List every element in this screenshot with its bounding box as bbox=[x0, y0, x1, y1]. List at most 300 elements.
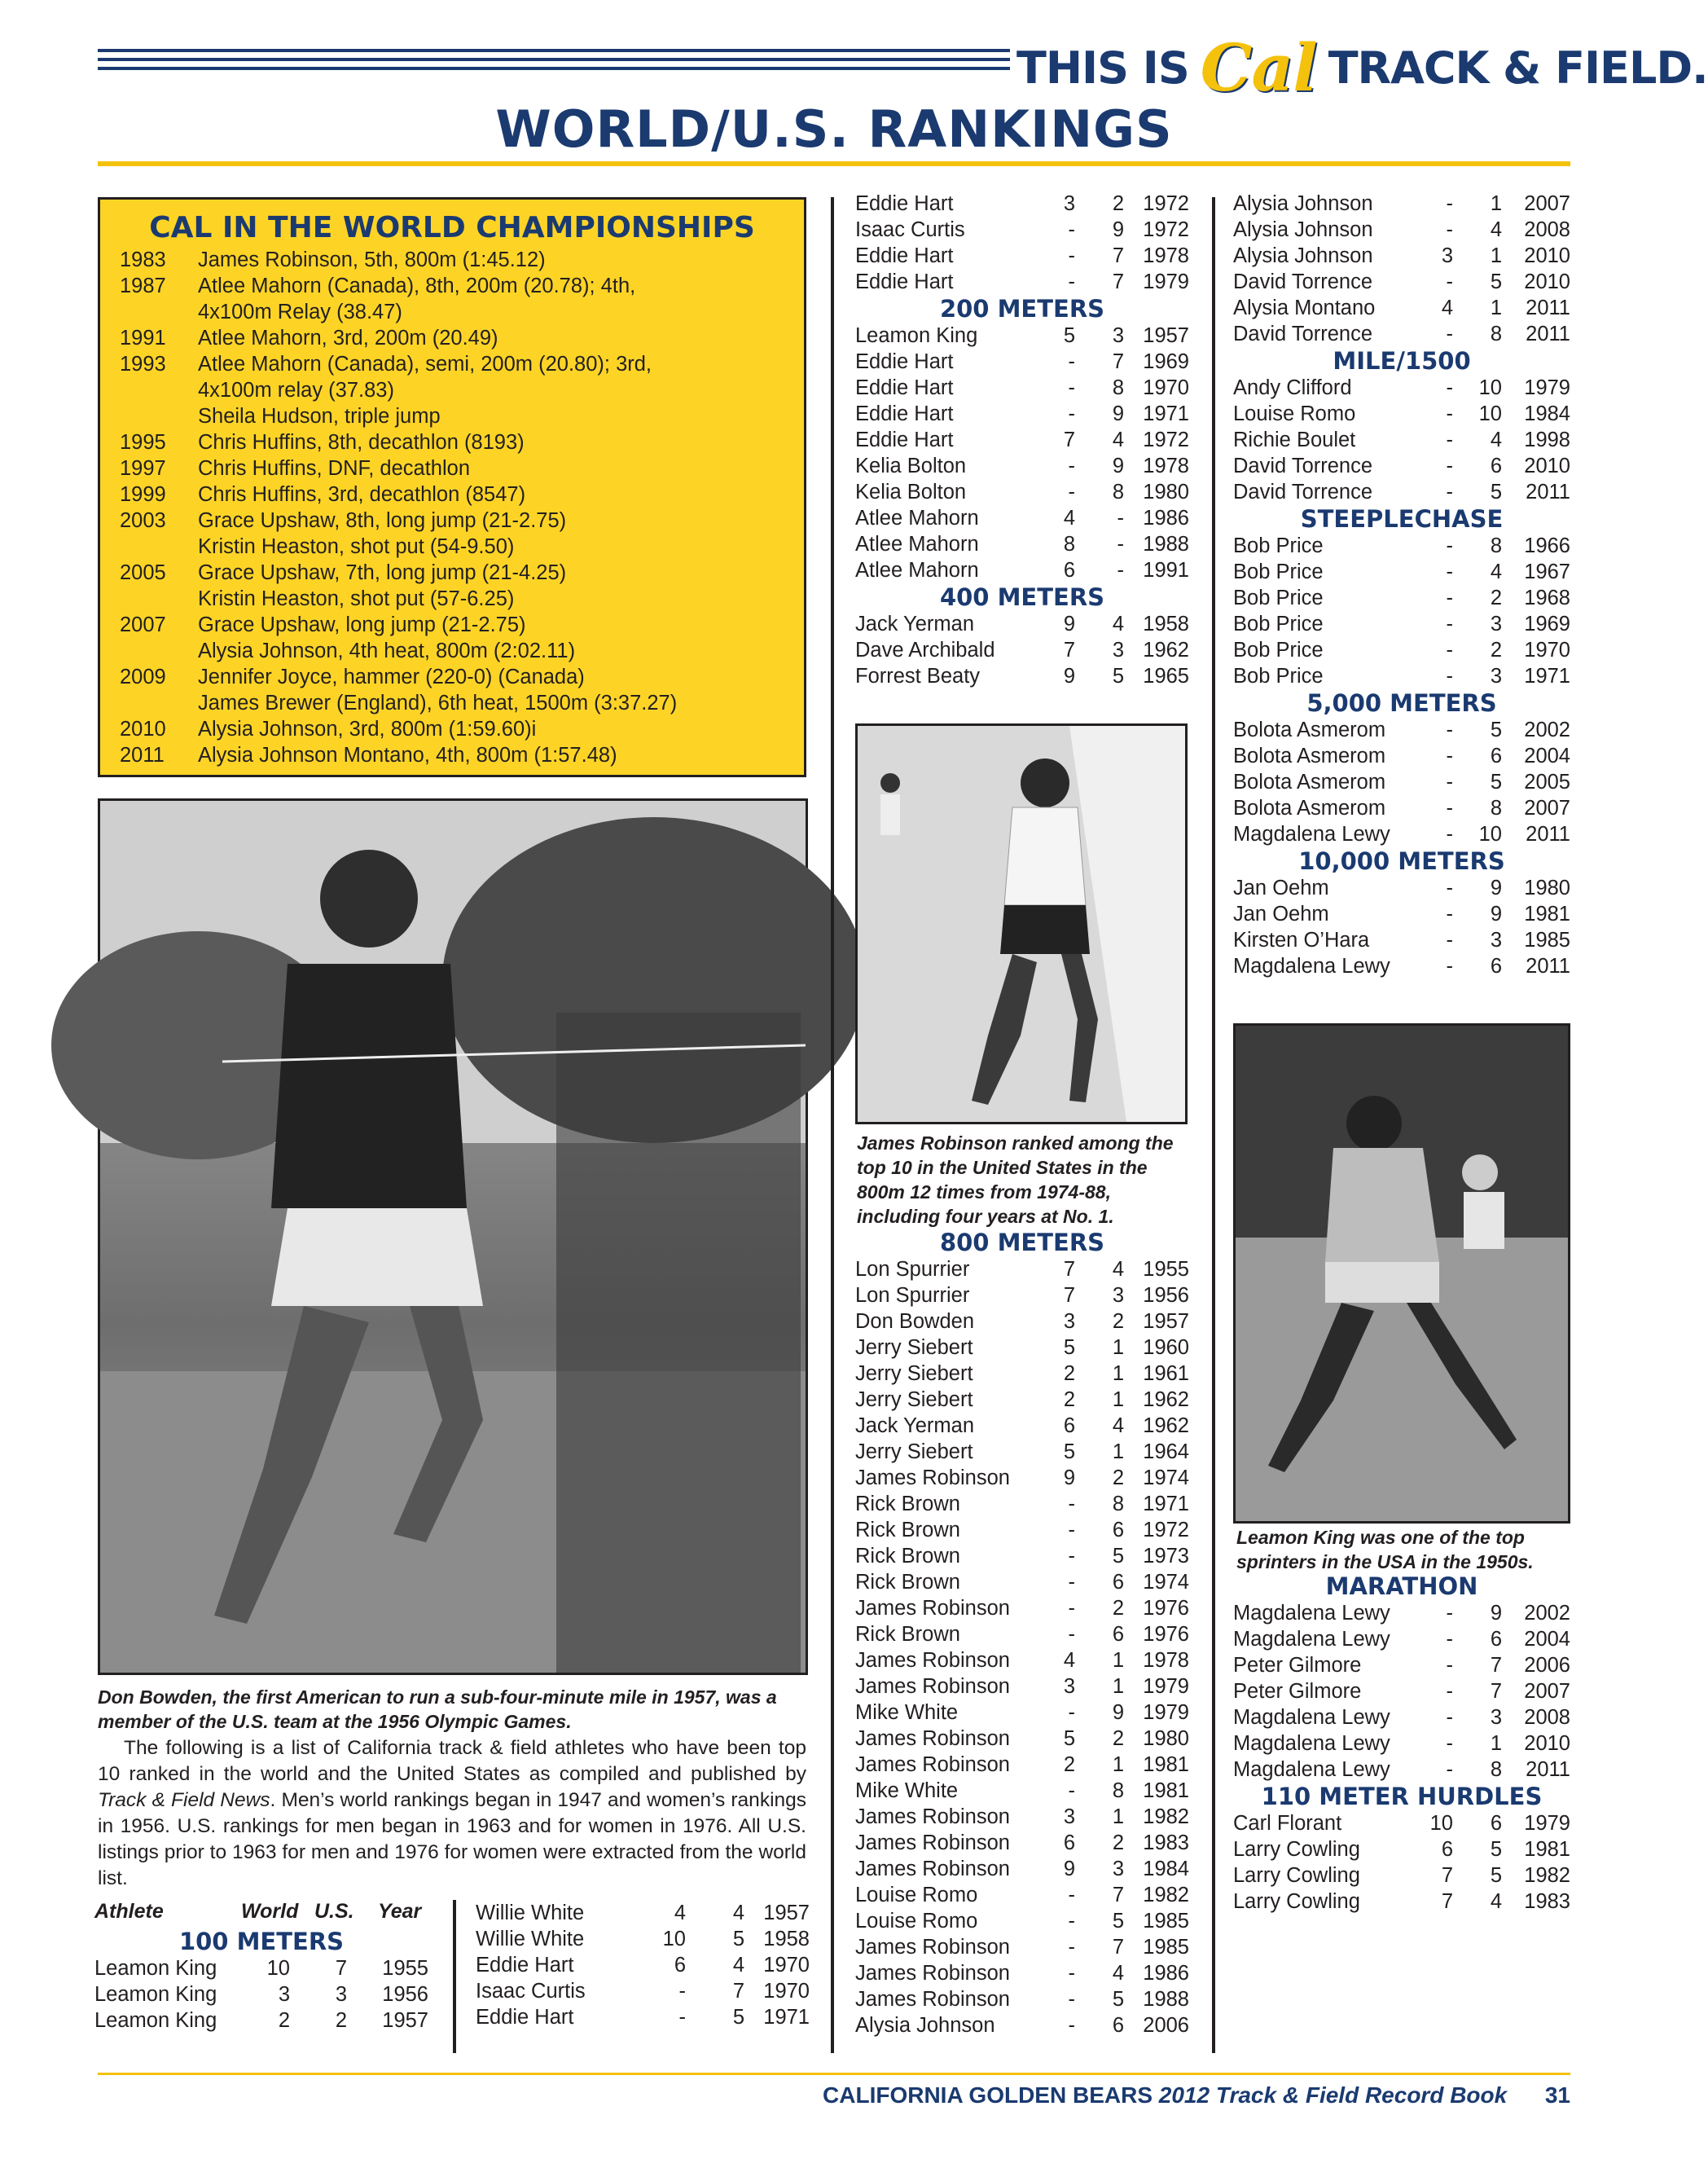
ranking-world: 2 bbox=[1063, 1362, 1075, 1385]
ranking-athlete: Leamon King bbox=[94, 2009, 217, 2032]
ranking-world: - bbox=[1446, 561, 1453, 583]
ranking-world: - bbox=[1446, 877, 1453, 899]
ranking-year: 1981 bbox=[1524, 903, 1570, 926]
ranking-us: 7 bbox=[1490, 1680, 1502, 1703]
ranking-athlete: Jerry Siebert bbox=[855, 1440, 973, 1463]
ranking-year: 1979 bbox=[1143, 1701, 1189, 1724]
ranking-us: 5 bbox=[1490, 1838, 1502, 1861]
ranking-athlete: Rick Brown bbox=[855, 1571, 960, 1594]
ranking-row bbox=[855, 217, 1189, 243]
ranking-athlete: Bob Price bbox=[1233, 613, 1324, 635]
ranking-world: - bbox=[1446, 429, 1453, 451]
championship-line bbox=[120, 403, 677, 429]
ranking-world: 2 bbox=[1063, 1388, 1075, 1411]
ranking-row bbox=[1233, 427, 1570, 453]
ranking-us: 5 bbox=[1112, 665, 1124, 688]
ranking-row bbox=[1233, 953, 1570, 979]
championship-year: 2009 bbox=[120, 666, 166, 688]
ranking-row bbox=[1233, 1626, 1570, 1652]
ranking-us: 3 bbox=[1112, 1284, 1124, 1307]
ranking-athlete: Alysia Montano bbox=[1233, 297, 1376, 319]
intro-after: . Men’s world rankings began in 1947 and women’s rankings in 1956. U.S. rankings for men began in 1963 and for women in 1976. All U.S. listings prior to 1963 for men and 1976 for women were extracted from the world list. bbox=[98, 1789, 807, 1889]
ranking-year: 1988 bbox=[1143, 1988, 1189, 2011]
ranking-row bbox=[855, 1778, 1189, 1804]
ranking-world: 3 bbox=[1063, 192, 1075, 215]
ranking-world: - bbox=[1068, 455, 1075, 477]
ranking-row bbox=[855, 323, 1189, 349]
ranking-us: 5 bbox=[1490, 719, 1502, 741]
ranking-us: 5 bbox=[1112, 1545, 1124, 1568]
ranking-year: 1979 bbox=[1524, 376, 1570, 399]
ranking-us: 1 bbox=[1490, 297, 1502, 319]
ranking-year: 2010 bbox=[1524, 455, 1570, 477]
ranking-athlete: Atlee Mahorn bbox=[855, 507, 979, 530]
ranking-row bbox=[855, 1569, 1189, 1595]
ranking-row bbox=[855, 1934, 1189, 1960]
ranking-world: - bbox=[1446, 270, 1453, 293]
ranking-us: 4 bbox=[1490, 1890, 1502, 1913]
runner-illustration bbox=[858, 726, 1185, 1122]
ranking-row bbox=[855, 1491, 1189, 1517]
footer-book: 2012 Track & Field Record Book bbox=[1158, 2082, 1508, 2108]
ranking-athlete: Forrest Beaty bbox=[855, 665, 981, 688]
ranking-world: - bbox=[1446, 771, 1453, 794]
world-championships-box bbox=[98, 197, 806, 777]
ranking-us: 5 bbox=[1112, 1910, 1124, 1933]
ranking-row bbox=[855, 505, 1189, 531]
ranking-year: 1970 bbox=[1524, 639, 1570, 662]
ranking-athlete: Larry Cowling bbox=[1233, 1890, 1360, 1913]
ranking-us: 4 bbox=[732, 1902, 744, 1924]
ranking-us: 8 bbox=[1112, 376, 1124, 399]
championship-line bbox=[120, 716, 677, 742]
ranking-world: - bbox=[1446, 192, 1453, 215]
ranking-row bbox=[855, 1308, 1189, 1335]
ranking-world: 9 bbox=[1063, 1466, 1075, 1489]
ranking-world: 5 bbox=[1063, 1440, 1075, 1463]
ranking-us: 10 bbox=[1478, 823, 1502, 846]
championship-year bbox=[120, 690, 198, 716]
ranking-row bbox=[855, 637, 1189, 663]
ranking-row bbox=[855, 1465, 1189, 1491]
ranking-row bbox=[855, 1595, 1189, 1621]
ranking-year: 1981 bbox=[1524, 1838, 1570, 1861]
cal-logo: Cal bbox=[1200, 29, 1317, 106]
ranking-year: 2008 bbox=[1524, 1706, 1570, 1729]
ranking-world: - bbox=[1068, 1571, 1075, 1594]
ranking-us: 1 bbox=[1112, 1336, 1124, 1359]
ranking-year: 1962 bbox=[1143, 639, 1189, 662]
ranking-us: 4 bbox=[1490, 561, 1502, 583]
ranking-row bbox=[1233, 1730, 1570, 1757]
ranking-us: 4 bbox=[1112, 429, 1124, 451]
ranking-year: 1985 bbox=[1524, 929, 1570, 952]
ranking-us: - bbox=[1117, 533, 1124, 556]
championship-text: Grace Upshaw, 8th, long jump (21-2.75) bbox=[198, 509, 567, 532]
ranking-athlete: Jerry Siebert bbox=[855, 1336, 973, 1359]
ranking-year: 1980 bbox=[1524, 877, 1570, 899]
ranking-world: 10 bbox=[1429, 1812, 1453, 1835]
championship-line bbox=[120, 299, 677, 325]
ranking-world: - bbox=[1446, 1732, 1453, 1755]
ranking-year: 2006 bbox=[1143, 2014, 1189, 2037]
ranking-us: 8 bbox=[1490, 1758, 1502, 1781]
ranking-us: 9 bbox=[1490, 1602, 1502, 1625]
ranking-year: 2011 bbox=[1526, 481, 1570, 503]
championship-line bbox=[120, 247, 677, 273]
ranking-world: - bbox=[1446, 402, 1453, 425]
ranking-world: - bbox=[1446, 587, 1453, 609]
ranking-us: 4 bbox=[1490, 218, 1502, 241]
ranking-us: 9 bbox=[1490, 877, 1502, 899]
ranking-us: 7 bbox=[1112, 1936, 1124, 1959]
ranking-year: 1962 bbox=[1143, 1414, 1189, 1437]
ranking-world: 10 bbox=[266, 1957, 290, 1980]
ranking-world: 3 bbox=[1063, 1675, 1075, 1698]
ranking-athlete: David Torrence bbox=[1233, 270, 1373, 293]
ranking-year: 1971 bbox=[1524, 665, 1570, 688]
ranking-year: 1974 bbox=[1143, 1466, 1189, 1489]
ranking-us: 4 bbox=[1490, 429, 1502, 451]
ranking-world: 9 bbox=[1063, 665, 1075, 688]
ranking-athlete: Willie White bbox=[476, 1928, 585, 1950]
footer-rule bbox=[98, 2073, 1570, 2075]
ranking-us: 3 bbox=[1490, 613, 1502, 635]
ranking-year: 2002 bbox=[1524, 719, 1570, 741]
ranking-athlete: Magdalena Lewy bbox=[1233, 1628, 1390, 1651]
ranking-year: 2010 bbox=[1524, 270, 1570, 293]
ranking-year: 1972 bbox=[1143, 218, 1189, 241]
ranking-us: 5 bbox=[732, 2006, 744, 2029]
ranking-year: 2007 bbox=[1524, 797, 1570, 820]
championship-line bbox=[120, 690, 677, 716]
ranking-year: 1980 bbox=[1143, 481, 1189, 503]
ranking-year: 1970 bbox=[763, 1980, 810, 2003]
ranking-athlete: Louise Romo bbox=[855, 1884, 978, 1906]
championship-line bbox=[120, 586, 677, 612]
ranking-us: 2 bbox=[1490, 639, 1502, 662]
ranking-athlete: Andy Clifford bbox=[1233, 376, 1352, 399]
championship-line bbox=[120, 429, 677, 455]
ranking-us: 3 bbox=[335, 1983, 347, 2006]
ranking-year: 1991 bbox=[1143, 559, 1189, 582]
ranking-world: - bbox=[1068, 1936, 1075, 1959]
footer-publication: CALIFORNIA GOLDEN BEARS bbox=[823, 2082, 1153, 2108]
ranking-row bbox=[855, 611, 1189, 637]
ranking-us: 1 bbox=[1112, 1753, 1124, 1776]
intro-source: Track & Field News bbox=[98, 1789, 270, 1811]
ranking-athlete: David Torrence bbox=[1233, 455, 1373, 477]
ranking-world: 6 bbox=[1063, 559, 1075, 582]
ranking-row bbox=[855, 1856, 1189, 1882]
ranking-row bbox=[855, 1413, 1189, 1439]
championship-year: 2005 bbox=[120, 561, 166, 584]
page-title: WORLD/U.S. RANKINGS bbox=[495, 99, 1173, 159]
ranking-athlete: Bolota Asmerom bbox=[1233, 771, 1386, 794]
column-distance bbox=[1233, 191, 1570, 979]
ranking-world: - bbox=[1068, 1597, 1075, 1620]
header-year: Year bbox=[378, 1900, 422, 1923]
ranking-us: 1 bbox=[1490, 244, 1502, 267]
ranking-year: 1973 bbox=[1143, 1545, 1189, 1568]
ranking-year: 2010 bbox=[1524, 244, 1570, 267]
caption-bowden: Don Bowden, the first American to run a sub-four-minute mile in 1957, was a member of the U.S. team at the 1956 Olympic Games. bbox=[98, 1686, 777, 1732]
ranking-year: 1981 bbox=[1143, 1779, 1189, 1802]
ranking-world: - bbox=[1068, 1884, 1075, 1906]
ranking-world: - bbox=[678, 1980, 686, 2003]
ranking-year: 1957 bbox=[382, 2009, 428, 2032]
ranking-row bbox=[476, 1978, 810, 2004]
ranking-row bbox=[855, 1986, 1189, 2012]
ranking-us: 3 bbox=[1112, 1858, 1124, 1880]
ranking-year: 1974 bbox=[1143, 1571, 1189, 1594]
ranking-row bbox=[1233, 1678, 1570, 1704]
championship-line bbox=[120, 638, 677, 664]
ranking-world: - bbox=[1068, 1623, 1075, 1646]
ranking-athlete: Peter Gilmore bbox=[1233, 1654, 1362, 1677]
ranking-year: 1961 bbox=[1143, 1362, 1189, 1385]
column-rule-3 bbox=[1212, 197, 1215, 2053]
ranking-us: 8 bbox=[1490, 323, 1502, 345]
ranking-world: 3 bbox=[1063, 1310, 1075, 1333]
ranking-us: 6 bbox=[1112, 1623, 1124, 1646]
ranking-row bbox=[94, 2007, 428, 2034]
ranking-year: 1969 bbox=[1524, 613, 1570, 635]
ranking-row bbox=[1233, 663, 1570, 689]
ranking-us: 1 bbox=[1490, 192, 1502, 215]
ranking-row bbox=[855, 1621, 1189, 1647]
ranking-world: - bbox=[1068, 402, 1075, 425]
ranking-us: 3 bbox=[1490, 929, 1502, 952]
ranking-year: 1982 bbox=[1143, 1884, 1189, 1906]
ranking-us: 9 bbox=[1112, 402, 1124, 425]
ranking-us: 1 bbox=[1490, 1732, 1502, 1755]
ranking-athlete: Leamon King bbox=[94, 1983, 217, 2006]
ranking-world: - bbox=[1446, 1680, 1453, 1703]
ranking-world: 9 bbox=[1063, 1858, 1075, 1880]
championship-text: Atlee Mahorn (Canada), 8th, 200m (20.78); 4th, bbox=[198, 275, 636, 297]
ranking-year: 2008 bbox=[1524, 218, 1570, 241]
championship-text: Alysia Johnson, 3rd, 800m (1:59.60)i bbox=[198, 718, 537, 741]
ranking-athlete: Mike White bbox=[855, 1701, 959, 1724]
ranking-row bbox=[855, 1882, 1189, 1908]
title-rule bbox=[98, 161, 1570, 166]
ranking-athlete: Kelia Bolton bbox=[855, 481, 967, 503]
ranking-world: - bbox=[1446, 613, 1453, 635]
column-rule-2 bbox=[831, 197, 834, 2053]
ranking-row bbox=[855, 663, 1189, 689]
ranking-us: 4 bbox=[1112, 1414, 1124, 1437]
ranking-row bbox=[1233, 795, 1570, 821]
brand-left: THIS IS bbox=[1016, 42, 1189, 94]
ranking-row bbox=[855, 1726, 1189, 1752]
event-title: 800 METERS bbox=[939, 1229, 1105, 1256]
ranking-year: 1962 bbox=[1143, 1388, 1189, 1411]
ranking-year: 2011 bbox=[1526, 955, 1570, 978]
ranking-row bbox=[1233, 821, 1570, 847]
intro-paragraph bbox=[98, 1735, 806, 1892]
footer bbox=[98, 2082, 1570, 2115]
ranking-world: - bbox=[678, 2006, 686, 2029]
ranking-row bbox=[94, 1955, 428, 1981]
brand-right: TRACK & FIELD. bbox=[1328, 42, 1708, 94]
ranking-us: 2 bbox=[1490, 587, 1502, 609]
ranking-us: 3 bbox=[1490, 1706, 1502, 1729]
ranking-athlete: James Robinson bbox=[855, 1831, 1010, 1854]
ranking-us: 2 bbox=[1112, 1597, 1124, 1620]
ranking-year: 1972 bbox=[1143, 1519, 1189, 1541]
ranking-year: 1968 bbox=[1524, 587, 1570, 609]
championship-year: 2007 bbox=[120, 613, 166, 636]
ranking-year: 1956 bbox=[382, 1983, 428, 2006]
ranking-row bbox=[1233, 1836, 1570, 1862]
ranking-us: 7 bbox=[732, 1980, 744, 2003]
ranking-world: - bbox=[1068, 218, 1075, 241]
ranking-us: 9 bbox=[1112, 218, 1124, 241]
ranking-row bbox=[855, 1256, 1189, 1282]
ranking-row bbox=[1233, 217, 1570, 243]
ranking-world: 8 bbox=[1063, 533, 1075, 556]
ranking-athlete: Bolota Asmerom bbox=[1233, 745, 1386, 767]
ranking-athlete: Atlee Mahorn bbox=[855, 533, 979, 556]
ranking-row bbox=[855, 427, 1189, 453]
ranking-athlete: Lon Spurrier bbox=[855, 1284, 970, 1307]
ranking-year: 1998 bbox=[1524, 429, 1570, 451]
championship-line bbox=[120, 508, 677, 534]
ranking-us: 2 bbox=[1112, 1466, 1124, 1489]
ranking-year: 1988 bbox=[1143, 533, 1189, 556]
ranking-world: - bbox=[1446, 1758, 1453, 1781]
ranking-row bbox=[855, 479, 1189, 505]
ranking-world: - bbox=[1068, 1988, 1075, 2011]
ranking-world: 3 bbox=[1441, 244, 1453, 267]
ranking-row bbox=[855, 1830, 1189, 1856]
ranking-athlete: Louise Romo bbox=[1233, 402, 1356, 425]
ranking-us: 6 bbox=[1490, 955, 1502, 978]
ranking-us: 5 bbox=[1490, 1864, 1502, 1887]
ranking-world: 5 bbox=[1063, 1727, 1075, 1750]
ranking-athlete: Jerry Siebert bbox=[855, 1362, 973, 1385]
ranking-row bbox=[855, 1752, 1189, 1778]
championship-year: 1993 bbox=[120, 353, 166, 376]
championship-text: James Robinson, 5th, 800m (1:45.12) bbox=[198, 248, 546, 271]
ranking-year: 1964 bbox=[1143, 1440, 1189, 1463]
ranking-world: - bbox=[1446, 1602, 1453, 1625]
ranking-row bbox=[1233, 637, 1570, 663]
ranking-athlete: James Robinson bbox=[855, 1962, 1010, 1985]
ranking-year: 1978 bbox=[1143, 455, 1189, 477]
ranking-world: 5 bbox=[1063, 324, 1075, 347]
ranking-world: 2 bbox=[1063, 1753, 1075, 1776]
ranking-row bbox=[1233, 743, 1570, 769]
ranking-athlete: Bolota Asmerom bbox=[1233, 797, 1386, 820]
ranking-world: 6 bbox=[674, 1954, 686, 1977]
ranking-year: 1983 bbox=[1143, 1831, 1189, 1854]
ranking-us: 4 bbox=[1112, 613, 1124, 635]
ranking-world: 4 bbox=[1441, 297, 1453, 319]
ranking-us: - bbox=[1117, 507, 1124, 530]
ranking-row bbox=[1233, 453, 1570, 479]
championship-year: 1991 bbox=[120, 327, 166, 350]
ranking-row bbox=[855, 1439, 1189, 1465]
ranking-year: 1958 bbox=[763, 1928, 810, 1950]
ranking-world: 4 bbox=[1063, 1649, 1075, 1672]
ranking-athlete: Isaac Curtis bbox=[476, 1980, 586, 2003]
ranking-row bbox=[855, 1387, 1189, 1413]
ranking-athlete: Carl Florant bbox=[1233, 1812, 1342, 1835]
championship-text: 4x100m Relay (38.47) bbox=[198, 301, 402, 323]
championship-year bbox=[120, 638, 198, 664]
ranking-row bbox=[476, 1952, 810, 1978]
championship-text: Grace Upshaw, long jump (21-2.75) bbox=[198, 613, 526, 636]
ranking-us: 1 bbox=[1112, 1805, 1124, 1828]
ranking-world: - bbox=[1446, 376, 1453, 399]
ranking-athlete: Jerry Siebert bbox=[855, 1388, 973, 1411]
championship-text: Atlee Mahorn (Canada), semi, 200m (20.80); 3rd, bbox=[198, 353, 652, 376]
ranking-world: - bbox=[1068, 481, 1075, 503]
ranking-world: - bbox=[1446, 1654, 1453, 1677]
header-world: World bbox=[241, 1900, 299, 1923]
ranking-world: - bbox=[1446, 218, 1453, 241]
ranking-row bbox=[855, 243, 1189, 269]
ranking-row bbox=[476, 1926, 810, 1952]
ranking-athlete: Lon Spurrier bbox=[855, 1258, 970, 1281]
ranking-us: 6 bbox=[1112, 1571, 1124, 1594]
event-title: MARATHON bbox=[1325, 1572, 1478, 1600]
ranking-world: 3 bbox=[1063, 1805, 1075, 1828]
ranking-row bbox=[1233, 269, 1570, 295]
ranking-athlete: Larry Cowling bbox=[1233, 1838, 1360, 1861]
championship-year: 1997 bbox=[120, 457, 166, 480]
ranking-row bbox=[855, 401, 1189, 427]
ranking-row bbox=[476, 2004, 810, 2030]
sprinter-illustration bbox=[1236, 1026, 1568, 1521]
ranking-athlete: Magdalena Lewy bbox=[1233, 1732, 1390, 1755]
ranking-world: - bbox=[1068, 244, 1075, 267]
ranking-year: 2004 bbox=[1524, 745, 1570, 767]
column-100m-cont bbox=[476, 1900, 810, 2030]
event-title: 200 METERS bbox=[939, 295, 1105, 323]
ranking-athlete: James Robinson bbox=[855, 1675, 1010, 1698]
championship-text: Alysia Johnson Montano, 4th, 800m (1:57.48) bbox=[198, 744, 617, 767]
intro-before: The following is a list of California track & field athletes who have been top 10 ranked in the world and the United States as compiled and published by bbox=[98, 1737, 806, 1785]
ranking-us: 6 bbox=[1490, 1812, 1502, 1835]
ranking-athlete: Magdalena Lewy bbox=[1233, 1706, 1390, 1729]
ranking-us: 7 bbox=[1112, 1884, 1124, 1906]
photo-don-bowden bbox=[98, 798, 808, 1675]
championship-year: 2010 bbox=[120, 718, 166, 741]
world-championships-title: CAL IN THE WORLD CHAMPIONSHIPS bbox=[149, 211, 755, 244]
ranking-us: 3 bbox=[1490, 665, 1502, 688]
ranking-athlete: Alysia Johnson bbox=[1233, 244, 1373, 267]
ranking-row bbox=[855, 1673, 1189, 1699]
ranking-athlete: Louise Romo bbox=[855, 1910, 978, 1933]
championship-year bbox=[120, 377, 198, 403]
ranking-row bbox=[855, 1699, 1189, 1726]
ranking-year: 1970 bbox=[1143, 376, 1189, 399]
championship-line bbox=[120, 560, 677, 586]
ranking-athlete: Eddie Hart bbox=[855, 429, 954, 451]
ranking-year: 1984 bbox=[1143, 1858, 1189, 1880]
ranking-row bbox=[1233, 769, 1570, 795]
ranking-athlete: Willie White bbox=[476, 1902, 585, 1924]
championship-line bbox=[120, 325, 677, 351]
ranking-world: 6 bbox=[1063, 1414, 1075, 1437]
event-title: 400 METERS bbox=[939, 583, 1105, 611]
ranking-athlete: Eddie Hart bbox=[855, 244, 954, 267]
championship-line bbox=[120, 612, 677, 638]
ranking-year: 1980 bbox=[1143, 1727, 1189, 1750]
